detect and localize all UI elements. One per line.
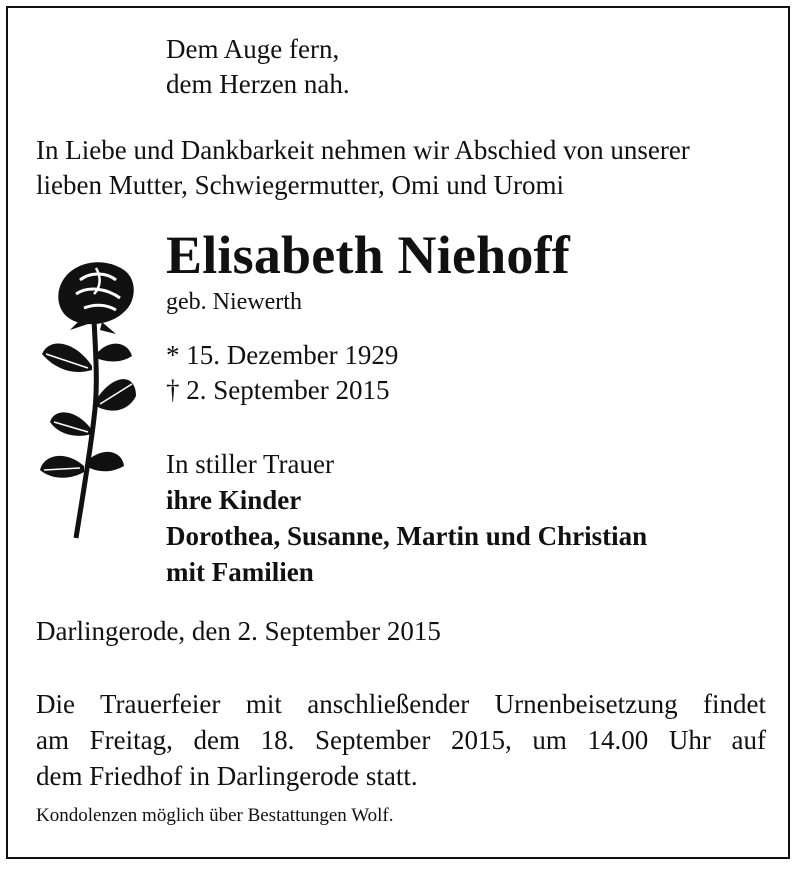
maiden-name: geb. Niewerth [166, 289, 302, 315]
intro-line: lieben Mutter, Schwiegermutter, Omi und Uromi [36, 170, 564, 200]
birth-date: * 15. Dezember 1929 [166, 340, 399, 370]
service-info [36, 686, 766, 794]
intro-text [36, 133, 690, 203]
mourners-line: ihre Kinder [166, 485, 302, 515]
life-dates [166, 338, 398, 408]
place-date: Darlingerode, den 2. September 2015 [36, 616, 441, 646]
mourners-line: Dorothea, Susanne, Martin und Christian [166, 521, 648, 551]
intro-line: In Liebe und Dankbarkeit nehmen wir Abschied von unserer [36, 135, 690, 165]
mourners-line: mit Familien [166, 557, 314, 587]
mourners [166, 446, 647, 590]
service-line: Die Trauerfeier mit anschließender Urnenbeisetzung findet [36, 689, 766, 719]
verse-line: dem Herzen nah. [166, 69, 350, 99]
verse-line: Dem Auge fern, [166, 34, 340, 64]
condolence-note: Kondolenzen möglich über Bestattungen Wolf. [36, 805, 394, 826]
service-line: dem Friedhof in Darlingerode statt. [36, 761, 418, 791]
death-date: † 2. September 2015 [166, 375, 390, 405]
verse [166, 32, 350, 102]
rose-icon [36, 258, 148, 540]
deceased-name: Elisabeth Niehoff [166, 225, 570, 285]
mourners-intro: In stiller Trauer [166, 449, 334, 479]
service-line: am Freitag, dem 18. September 2015, um 14.00 Uhr auf [36, 725, 766, 755]
